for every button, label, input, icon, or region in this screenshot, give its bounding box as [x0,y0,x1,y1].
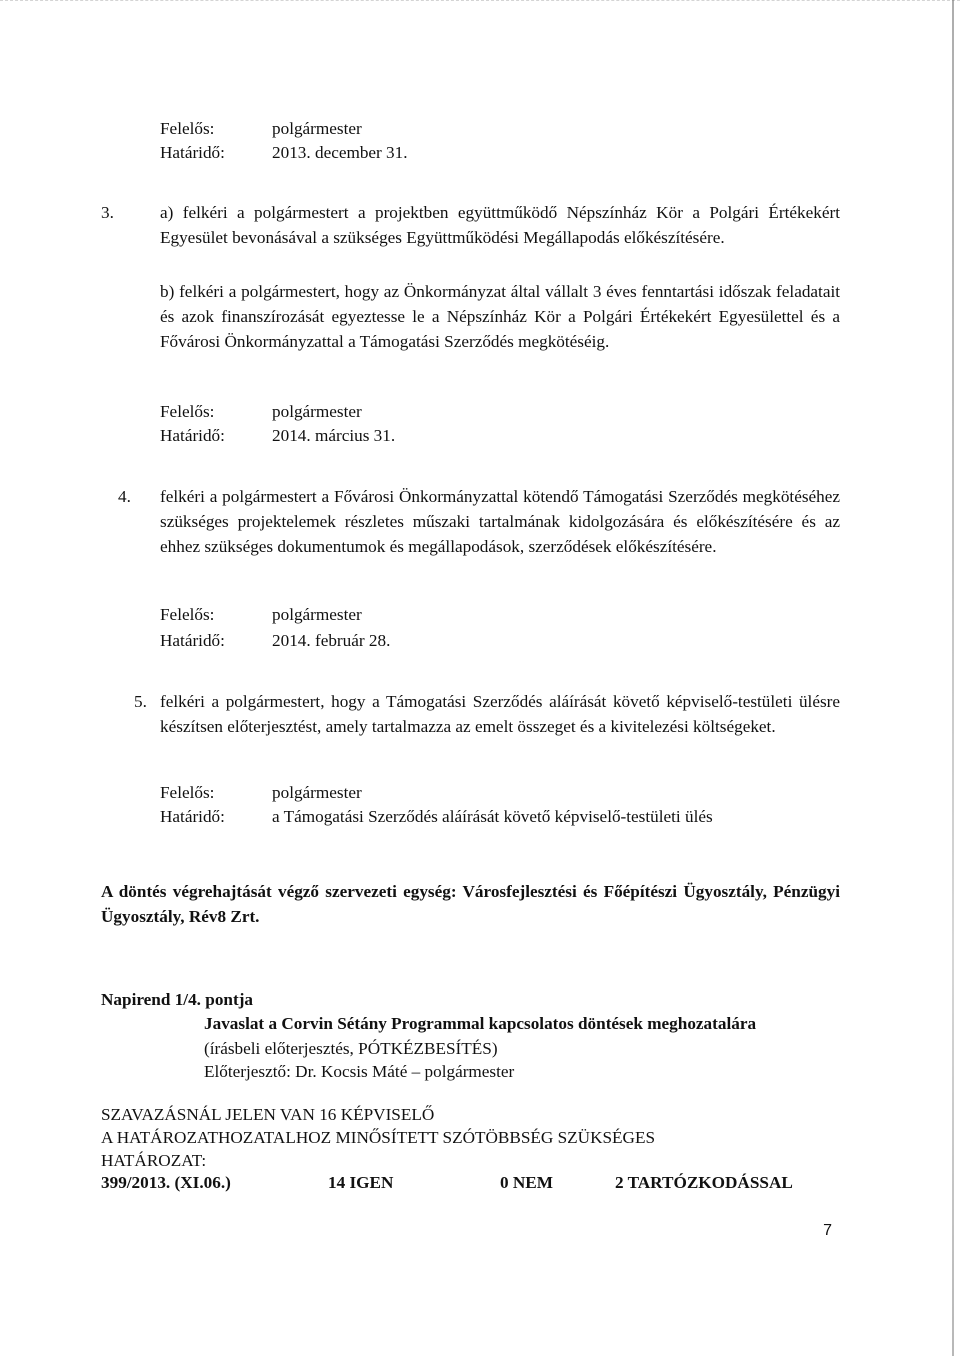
scan-edge-right [952,0,954,1356]
decision-unit-text: A döntés végrehajtását végző szervezeti egység: Városfejlesztési és Főépítészi Ügyosztály, Pénzügyi Ügyosztály, Rév8 Zrt. [101,882,840,926]
item-5-text: felkéri a polgármestert, hogy a Támogatási Szerződés aláírását követő képviselő-testületi ülésre készítsen előterjesztést, amely tartalmazza az emelt összeget és a kivitelezési költségeket. [160,692,840,736]
deadline-label: Határidő: [160,807,225,826]
responsible-label: Felelős: [160,783,215,802]
page-number: 7 [823,1222,832,1239]
voting-present: SZAVAZÁSNÁL JELEN VAN 16 KÉPVISELŐ [101,1105,435,1124]
responsible-label: Felelős: [160,402,215,421]
deadline-value: 2013. december 31. [272,143,408,162]
agenda-subtitle: (írásbeli előterjesztés, PÓTKÉZBESÍTÉS) [204,1039,498,1058]
responsible-value: polgármester [272,783,362,802]
deadline-value: 2014. március 31. [272,426,396,445]
deadline-label: Határidő: [160,631,225,650]
responsible-value: polgármester [272,119,362,138]
agenda-presenter: Előterjesztő: Dr. Kocsis Máté – polgármester [204,1062,515,1081]
deadline-label: Határidő: [160,426,225,445]
deadline-value: a Támogatási Szerződés aláírását követő képviselő-testületi ülés [272,807,713,826]
agenda-heading: Napirend 1/4. pontja [101,990,254,1009]
responsible-value: polgármester [272,605,362,624]
voting-majority: A HATÁROZATHOZATALHOZ MINŐSÍTETT SZÓTÖBBSÉG SZÜKSÉGES [101,1128,656,1147]
responsible-label: Felelős: [160,119,215,138]
resolution-number: 399/2013. (XI.06.) [101,1173,231,1192]
item-number: 3. [101,203,114,222]
agenda-title: Javaslat a Corvin Sétány Programmal kapcsolatos döntések meghozatalára [204,1014,757,1033]
resolution-label: HATÁROZAT: [101,1151,207,1170]
scan-edge-top [0,0,960,4]
vote-yes: 14 IGEN [328,1173,394,1192]
deadline-label: Határidő: [160,143,225,162]
vote-abstain: 2 TARTÓZKODÁSSAL [615,1173,793,1192]
item-3a-text: a) felkéri a polgármestert a projektben együttműködő Népszínház Kör a Polgári Értékekért Egyesület bevonásával a szükséges Együttműködési Megállapodás előkészítésére. [160,203,840,247]
deadline-value: 2014. február 28. [272,631,391,650]
item-number: 5. [134,692,147,711]
item-4-text: felkéri a polgármestert a Fővárosi Önkormányzattal kötendő Támogatási Szerződés megkötéséhez szükséges projektelemek részletes műszaki tartalmának kidolgozására és előkészítésére és az ehhez szükséges dokumentumok és megállapodások, szerződések előkészítésére. [160,487,840,556]
item-number: 4. [118,487,131,506]
responsible-value: polgármester [272,402,362,421]
responsible-label: Felelős: [160,605,215,624]
item-3b-text: b) felkéri a polgármestert, hogy az Önkormányzat által vállalt 3 éves fenntartási időszak feladatait és azok finanszírozását egyeztesse le a Népszínház Kör a Polgári Értékekért Egyesülettel és a Fővárosi Önkormányzattal a Támogatási Szerződés megkötéséig. [160,282,840,351]
vote-no: 0 NEM [500,1173,553,1192]
